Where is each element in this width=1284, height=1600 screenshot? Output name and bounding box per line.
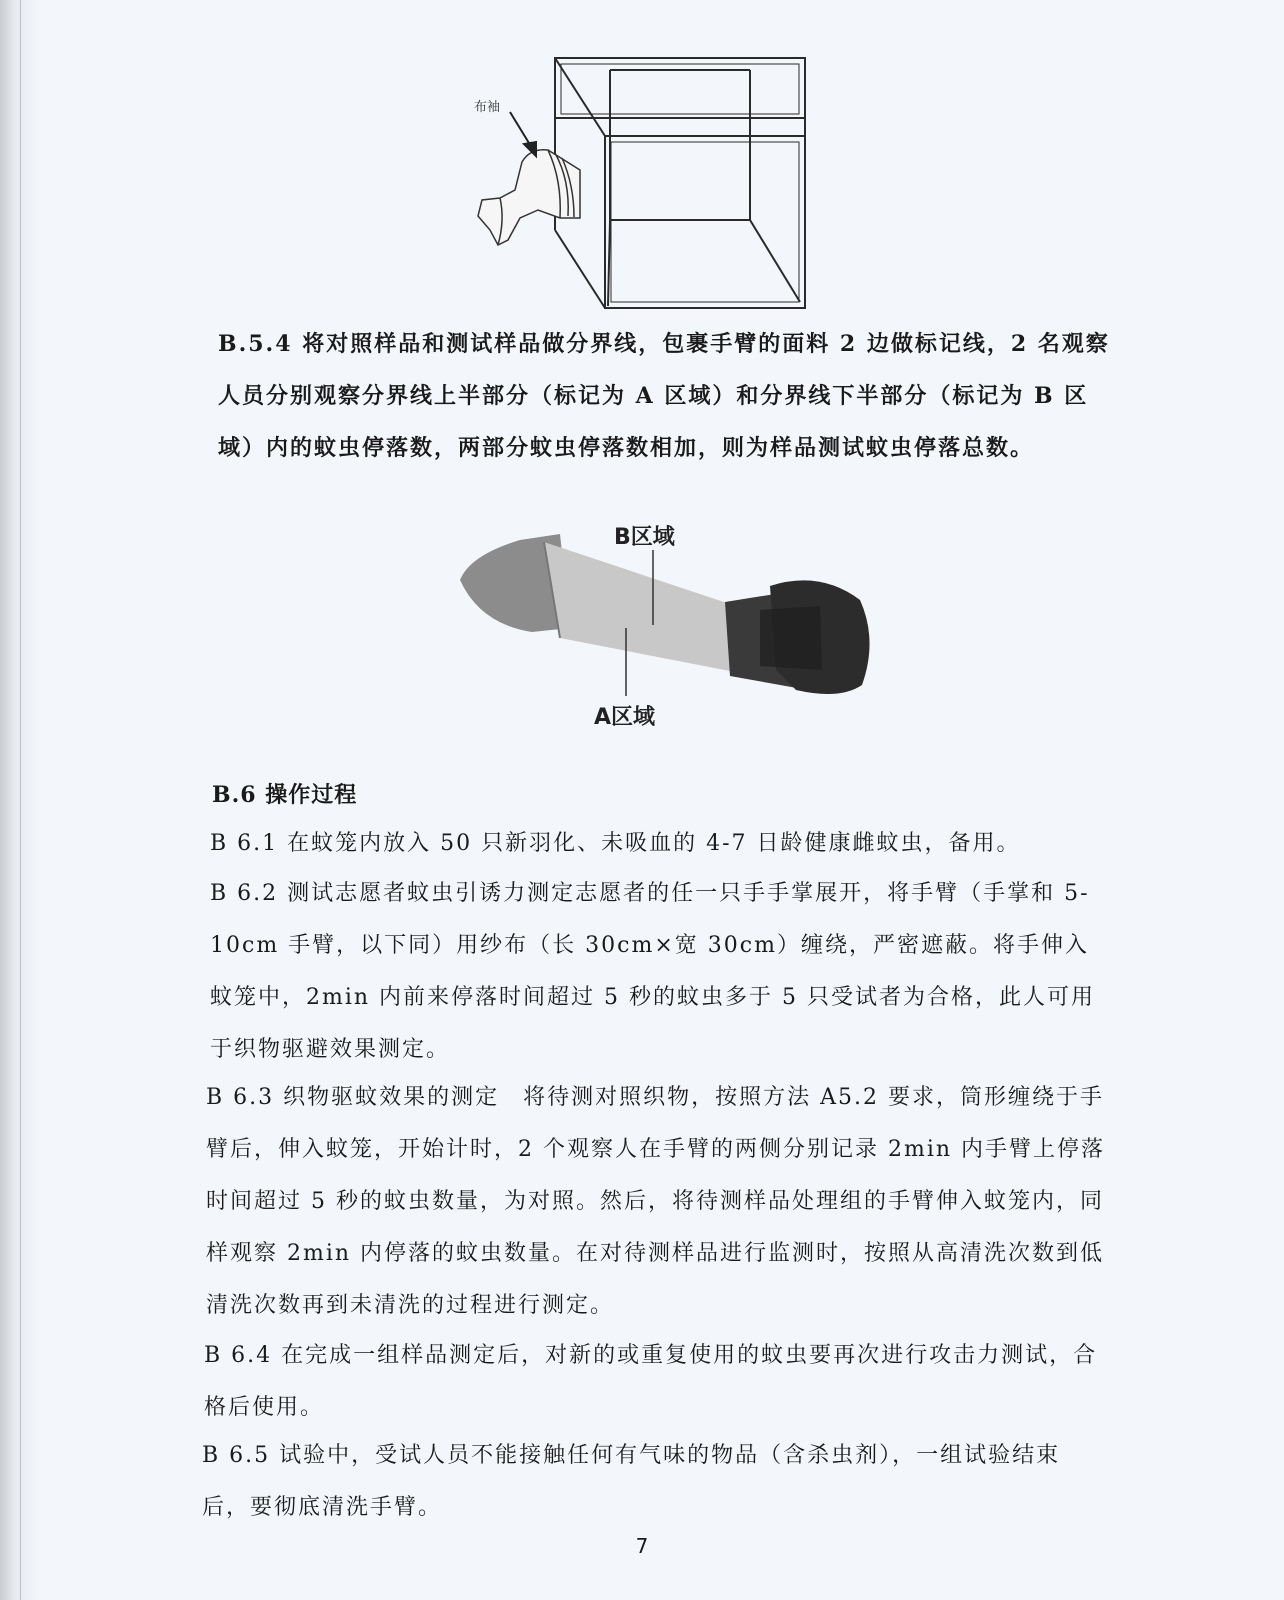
zone-a-label: A区域 — [594, 705, 656, 730]
sleeve-label: 布袖 — [474, 100, 501, 115]
paragraph-b63: B 6.3 织物驱蚊效果的测定 将待测对照织物，按照方法 A5.2 要求，筒形缠绕于手臂后，伸入蚊笼，开始计时，2 个观察人在手臂的两侧分别记录 2min 内手臂上停落时间超过 5 秒的蚊虫数量，为对照。然后，将待测样品处理组的手臂伸入蚊笼内，同样观察 2min 内停落的蚊虫数量。在对待测样品进行监测时，按照从高清洗次数到低清洗次数再到未清洗的过程进行测定。 — [206, 1085, 1106, 1318]
cage-drawing — [460, 40, 840, 320]
paragraph-b61: B 6.1 在蚊笼内放入 50 只新羽化、未吸血的 4-7 日龄健康雌蚊虫，备用。 — [210, 831, 1021, 856]
zone-b-label: B区域 — [614, 525, 675, 550]
paragraph-b64: B 6.4 在完成一组样品测定后，对新的或重复使用的蚊虫要再次进行攻击力测试，合格后使用。 — [204, 1343, 1098, 1420]
section-heading: B.6 操作过程 — [212, 782, 358, 808]
binding-shadow — [0, 0, 60, 1600]
paragraph-b54: B.5.4 将对照样品和测试样品做分界线，包裹手臂的面料 2 边做标记线，2 名观察人员分别观察分界线上半部分（标记为 A 区域）和分界线下半部分（标记为 B 区域）内的蚊虫停落数，两部分蚊虫停落数相加，则为样品测试蚊虫停落总数。 — [218, 331, 1110, 461]
binding-line — [20, 0, 21, 1600]
arm-zones-figure — [460, 520, 900, 760]
mosquito-cage-figure — [460, 40, 840, 320]
arm-drawing — [460, 520, 900, 760]
page-number: 7 — [635, 1534, 649, 1558]
paragraph-b62: B 6.2 测试志愿者蚊虫引诱力测定志愿者的任一只手手掌展开，将手臂（手掌和 5-10cm 手臂，以下同）用纱布（长 30cm×宽 30cm）缠绕，严密遮蔽。将手伸入蚊笼中，2min 内前来停落时间超过 5 秒的蚊虫多于 5 只受试者为合格，此人可用于织物驱避效果测定。 — [210, 881, 1096, 1062]
paragraph-b65: B 6.5 试验中，受试人员不能接触任何有气味的物品（含杀虫剂），一组试验结束后，要彻底清洗手臂。 — [202, 1443, 1061, 1520]
